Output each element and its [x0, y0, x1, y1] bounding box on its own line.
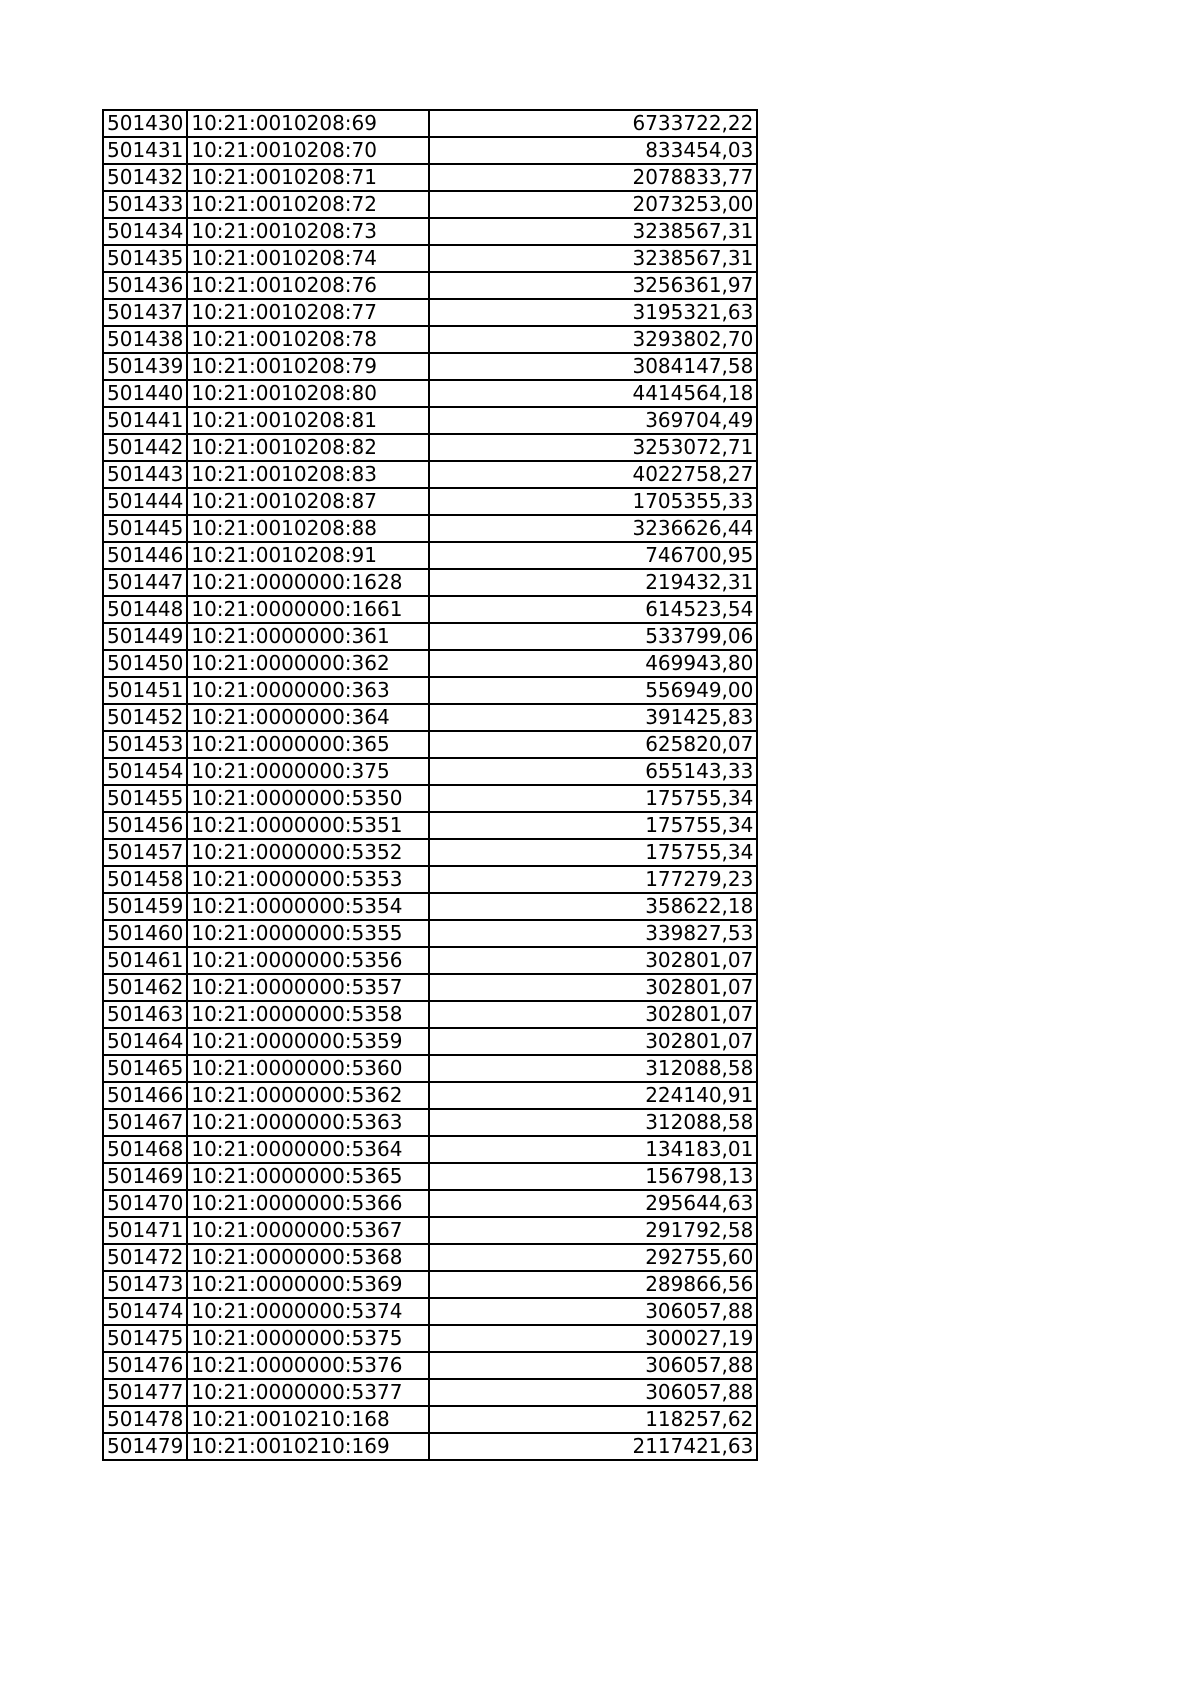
row-id-cell: 501465	[103, 1055, 187, 1082]
value-cell: 369704,49	[429, 407, 757, 434]
cadastral-number-cell: 10:21:0010208:82	[187, 434, 429, 461]
value-cell: 312088,58	[429, 1055, 757, 1082]
row-id-cell: 501443	[103, 461, 187, 488]
value-cell: 3253072,71	[429, 434, 757, 461]
cadastral-number-cell: 10:21:0000000:5350	[187, 785, 429, 812]
cadastral-number-cell: 10:21:0010208:79	[187, 353, 429, 380]
cadastral-number-cell: 10:21:0000000:361	[187, 623, 429, 650]
table-row	[103, 164, 757, 191]
cadastral-number-cell: 10:21:0000000:363	[187, 677, 429, 704]
value-cell: 3084147,58	[429, 353, 757, 380]
cadastral-number-cell: 10:21:0000000:5357	[187, 974, 429, 1001]
value-cell: 175755,34	[429, 812, 757, 839]
cadastral-number-cell: 10:21:0000000:362	[187, 650, 429, 677]
value-cell: 3236626,44	[429, 515, 757, 542]
row-id-cell: 501448	[103, 596, 187, 623]
row-id-cell: 501475	[103, 1325, 187, 1352]
row-id-cell: 501458	[103, 866, 187, 893]
table-row	[103, 1379, 757, 1406]
value-cell: 4414564,18	[429, 380, 757, 407]
table-row	[103, 461, 757, 488]
table-row	[103, 731, 757, 758]
table-row	[103, 893, 757, 920]
value-cell: 358622,18	[429, 893, 757, 920]
row-id-cell: 501459	[103, 893, 187, 920]
value-cell: 1705355,33	[429, 488, 757, 515]
cadastral-number-cell: 10:21:0000000:364	[187, 704, 429, 731]
value-cell: 175755,34	[429, 839, 757, 866]
row-id-cell: 501473	[103, 1271, 187, 1298]
cadastral-number-cell: 10:21:0000000:5363	[187, 1109, 429, 1136]
value-cell: 2073253,00	[429, 191, 757, 218]
cadastral-number-cell: 10:21:0000000:5358	[187, 1001, 429, 1028]
value-cell: 291792,58	[429, 1217, 757, 1244]
value-cell: 533799,06	[429, 623, 757, 650]
row-id-cell: 501472	[103, 1244, 187, 1271]
row-id-cell: 501477	[103, 1379, 187, 1406]
cadastral-number-cell: 10:21:0000000:365	[187, 731, 429, 758]
table-row	[103, 812, 757, 839]
cadastral-number-cell: 10:21:0000000:5351	[187, 812, 429, 839]
table-row	[103, 326, 757, 353]
row-id-cell: 501469	[103, 1163, 187, 1190]
row-id-cell: 501470	[103, 1190, 187, 1217]
row-id-cell: 501456	[103, 812, 187, 839]
table-row	[103, 434, 757, 461]
table-row	[103, 1028, 757, 1055]
value-cell: 302801,07	[429, 1028, 757, 1055]
value-cell: 391425,83	[429, 704, 757, 731]
table-row	[103, 1244, 757, 1271]
cadastral-number-cell: 10:21:0000000:5355	[187, 920, 429, 947]
value-cell: 302801,07	[429, 947, 757, 974]
row-id-cell: 501450	[103, 650, 187, 677]
value-cell: 302801,07	[429, 974, 757, 1001]
cadastral-number-cell: 10:21:0010210:169	[187, 1433, 429, 1460]
value-cell: 3238567,31	[429, 218, 757, 245]
table-row	[103, 623, 757, 650]
table-row	[103, 488, 757, 515]
value-cell: 306057,88	[429, 1298, 757, 1325]
cadastral-number-cell: 10:21:0000000:1661	[187, 596, 429, 623]
table-row	[103, 1352, 757, 1379]
value-cell: 312088,58	[429, 1109, 757, 1136]
cadastral-number-cell: 10:21:0000000:5366	[187, 1190, 429, 1217]
value-cell: 339827,53	[429, 920, 757, 947]
data-table	[102, 109, 758, 1461]
row-id-cell: 501463	[103, 1001, 187, 1028]
table-row	[103, 1136, 757, 1163]
row-id-cell: 501464	[103, 1028, 187, 1055]
row-id-cell: 501462	[103, 974, 187, 1001]
table-row	[103, 1190, 757, 1217]
cadastral-number-cell: 10:21:0000000:5354	[187, 893, 429, 920]
row-id-cell: 501446	[103, 542, 187, 569]
row-id-cell: 501434	[103, 218, 187, 245]
table-row	[103, 110, 757, 137]
table-row	[103, 758, 757, 785]
cadastral-number-cell: 10:21:0000000:5362	[187, 1082, 429, 1109]
cadastral-number-cell: 10:21:0000000:5364	[187, 1136, 429, 1163]
cadastral-number-cell: 10:21:0000000:5367	[187, 1217, 429, 1244]
table-row	[103, 1055, 757, 1082]
table-row	[103, 704, 757, 731]
value-cell: 295644,63	[429, 1190, 757, 1217]
table-row	[103, 245, 757, 272]
row-id-cell: 501449	[103, 623, 187, 650]
cadastral-number-cell: 10:21:0000000:5356	[187, 947, 429, 974]
value-cell: 2117421,63	[429, 1433, 757, 1460]
value-cell: 156798,13	[429, 1163, 757, 1190]
cadastral-number-cell: 10:21:0010208:71	[187, 164, 429, 191]
value-cell: 3293802,70	[429, 326, 757, 353]
table-row	[103, 1217, 757, 1244]
value-cell: 2078833,77	[429, 164, 757, 191]
row-id-cell: 501433	[103, 191, 187, 218]
row-id-cell: 501461	[103, 947, 187, 974]
cadastral-number-cell: 10:21:0000000:5359	[187, 1028, 429, 1055]
cadastral-number-cell: 10:21:0010208:69	[187, 110, 429, 137]
table-row	[103, 920, 757, 947]
cadastral-number-cell: 10:21:0010208:91	[187, 542, 429, 569]
value-cell: 625820,07	[429, 731, 757, 758]
table-row	[103, 1163, 757, 1190]
value-cell: 292755,60	[429, 1244, 757, 1271]
cadastral-number-cell: 10:21:0000000:5369	[187, 1271, 429, 1298]
table-row	[103, 1109, 757, 1136]
value-cell: 175755,34	[429, 785, 757, 812]
row-id-cell: 501466	[103, 1082, 187, 1109]
table-row	[103, 380, 757, 407]
table-row	[103, 677, 757, 704]
table-row	[103, 191, 757, 218]
cadastral-number-cell: 10:21:0010208:87	[187, 488, 429, 515]
value-cell: 3195321,63	[429, 299, 757, 326]
cadastral-number-cell: 10:21:0010208:70	[187, 137, 429, 164]
table-row	[103, 1406, 757, 1433]
cadastral-number-cell: 10:21:0010208:74	[187, 245, 429, 272]
value-cell: 3238567,31	[429, 245, 757, 272]
value-cell: 306057,88	[429, 1379, 757, 1406]
row-id-cell: 501436	[103, 272, 187, 299]
cadastral-number-cell: 10:21:0000000:5368	[187, 1244, 429, 1271]
cadastral-number-cell: 10:21:0000000:5377	[187, 1379, 429, 1406]
cadastral-number-cell: 10:21:0010208:83	[187, 461, 429, 488]
cadastral-number-cell: 10:21:0010208:78	[187, 326, 429, 353]
table-row	[103, 1271, 757, 1298]
table-row	[103, 299, 757, 326]
value-cell: 134183,01	[429, 1136, 757, 1163]
value-cell: 6733722,22	[429, 110, 757, 137]
table-row	[103, 1433, 757, 1460]
value-cell: 746700,95	[429, 542, 757, 569]
row-id-cell: 501430	[103, 110, 187, 137]
row-id-cell: 501447	[103, 569, 187, 596]
cadastral-number-cell: 10:21:0010210:168	[187, 1406, 429, 1433]
row-id-cell: 501439	[103, 353, 187, 380]
table-row	[103, 974, 757, 1001]
row-id-cell: 501442	[103, 434, 187, 461]
value-cell: 219432,31	[429, 569, 757, 596]
row-id-cell: 501467	[103, 1109, 187, 1136]
table-row	[103, 218, 757, 245]
table-row	[103, 353, 757, 380]
cadastral-number-cell: 10:21:0000000:375	[187, 758, 429, 785]
value-cell: 833454,03	[429, 137, 757, 164]
table-row	[103, 866, 757, 893]
table-body	[103, 110, 757, 1460]
row-id-cell: 501478	[103, 1406, 187, 1433]
cadastral-number-cell: 10:21:0000000:5376	[187, 1352, 429, 1379]
row-id-cell: 501453	[103, 731, 187, 758]
row-id-cell: 501445	[103, 515, 187, 542]
row-id-cell: 501437	[103, 299, 187, 326]
value-cell: 614523,54	[429, 596, 757, 623]
row-id-cell: 501438	[103, 326, 187, 353]
value-cell: 469943,80	[429, 650, 757, 677]
row-id-cell: 501471	[103, 1217, 187, 1244]
row-id-cell: 501440	[103, 380, 187, 407]
row-id-cell: 501435	[103, 245, 187, 272]
cadastral-number-cell: 10:21:0000000:5360	[187, 1055, 429, 1082]
row-id-cell: 501431	[103, 137, 187, 164]
cadastral-number-cell: 10:21:0000000:5365	[187, 1163, 429, 1190]
row-id-cell: 501468	[103, 1136, 187, 1163]
table-row	[103, 947, 757, 974]
table-row	[103, 1325, 757, 1352]
value-cell: 306057,88	[429, 1352, 757, 1379]
row-id-cell: 501454	[103, 758, 187, 785]
value-cell: 3256361,97	[429, 272, 757, 299]
row-id-cell: 501451	[103, 677, 187, 704]
value-cell: 300027,19	[429, 1325, 757, 1352]
table-row	[103, 650, 757, 677]
row-id-cell: 501460	[103, 920, 187, 947]
cadastral-number-cell: 10:21:0010208:72	[187, 191, 429, 218]
table-row	[103, 596, 757, 623]
table-row	[103, 272, 757, 299]
cadastral-number-cell: 10:21:0010208:81	[187, 407, 429, 434]
value-cell: 655143,33	[429, 758, 757, 785]
value-cell: 556949,00	[429, 677, 757, 704]
value-cell: 289866,56	[429, 1271, 757, 1298]
cadastral-number-cell: 10:21:0000000:5352	[187, 839, 429, 866]
cadastral-number-cell: 10:21:0010208:77	[187, 299, 429, 326]
cadastral-number-cell: 10:21:0000000:5353	[187, 866, 429, 893]
row-id-cell: 501479	[103, 1433, 187, 1460]
table-row	[103, 839, 757, 866]
row-id-cell: 501457	[103, 839, 187, 866]
row-id-cell: 501444	[103, 488, 187, 515]
table-row	[103, 515, 757, 542]
row-id-cell: 501441	[103, 407, 187, 434]
cadastral-number-cell: 10:21:0000000:1628	[187, 569, 429, 596]
table-row	[103, 1001, 757, 1028]
table-row	[103, 1082, 757, 1109]
row-id-cell: 501455	[103, 785, 187, 812]
row-id-cell: 501474	[103, 1298, 187, 1325]
row-id-cell: 501476	[103, 1352, 187, 1379]
value-cell: 177279,23	[429, 866, 757, 893]
cadastral-number-cell: 10:21:0010208:88	[187, 515, 429, 542]
table-row	[103, 137, 757, 164]
cadastral-number-cell: 10:21:0010208:76	[187, 272, 429, 299]
row-id-cell: 501432	[103, 164, 187, 191]
table-row	[103, 407, 757, 434]
row-id-cell: 501452	[103, 704, 187, 731]
cadastral-number-cell: 10:21:0010208:73	[187, 218, 429, 245]
value-cell: 224140,91	[429, 1082, 757, 1109]
value-cell: 4022758,27	[429, 461, 757, 488]
cadastral-number-cell: 10:21:0000000:5375	[187, 1325, 429, 1352]
table-row	[103, 569, 757, 596]
table-row	[103, 1298, 757, 1325]
value-cell: 118257,62	[429, 1406, 757, 1433]
cadastral-number-cell: 10:21:0000000:5374	[187, 1298, 429, 1325]
table-row	[103, 542, 757, 569]
cadastral-number-cell: 10:21:0010208:80	[187, 380, 429, 407]
table-row	[103, 785, 757, 812]
value-cell: 302801,07	[429, 1001, 757, 1028]
